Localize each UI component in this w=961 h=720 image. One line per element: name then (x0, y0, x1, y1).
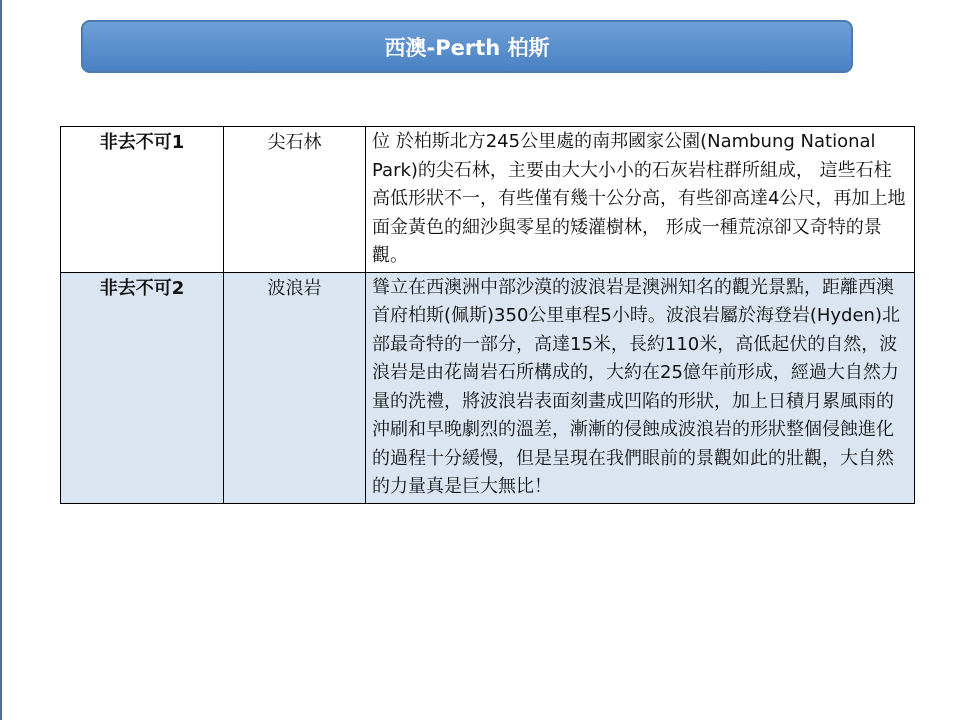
attraction-description-cell: 聳立在西澳洲中部沙漠的波浪岩是澳洲知名的觀光景點，距離西澳首府柏斯(佩斯)350公里車程5小時。波浪岩屬於海登岩(Hyden)北部最奇特的一部分，高達15米，長約110米，高低起伏的自然，波浪岩是由花崗岩石所構成的，大約在25億年前形成，經過大自然力量的洗禮，將波浪岩表面刻畫成凹陷的形狀，加上日積月累風雨的沖刷和早晚劇烈的溫差，漸漸的侵蝕成波浪岩的形狀整個侵蝕進化的過程十分緩慢，但是呈現在我們眼前的景觀如此的壯觀，大自然的力量真是巨大無比！ (366, 272, 915, 503)
table-row (61, 127, 915, 273)
title-banner (81, 20, 853, 73)
attraction-name-cell: 尖石林 (224, 127, 366, 273)
row-label-cell: 非去不可1 (61, 127, 224, 273)
attractions-table (60, 126, 915, 504)
attraction-description-cell: 位 於柏斯北方245公里處的南邦國家公園(Nambung National Park)的尖石林，主要由大大小小的石灰岩柱群所組成， 這些石柱高低形狀不一，有些僅有幾十公分高，有些卻高達4公尺，再加上地面金黃色的細沙與零星的矮灌樹林， 形成一種荒涼卻又奇特的景觀。 (366, 127, 915, 273)
row-label-cell: 非去不可2 (61, 272, 224, 503)
slide-left-edge (0, 0, 2, 720)
page-title: 西澳-Perth 柏斯 (384, 35, 550, 60)
attraction-name-cell: 波浪岩 (224, 272, 366, 503)
table-row (61, 272, 915, 503)
